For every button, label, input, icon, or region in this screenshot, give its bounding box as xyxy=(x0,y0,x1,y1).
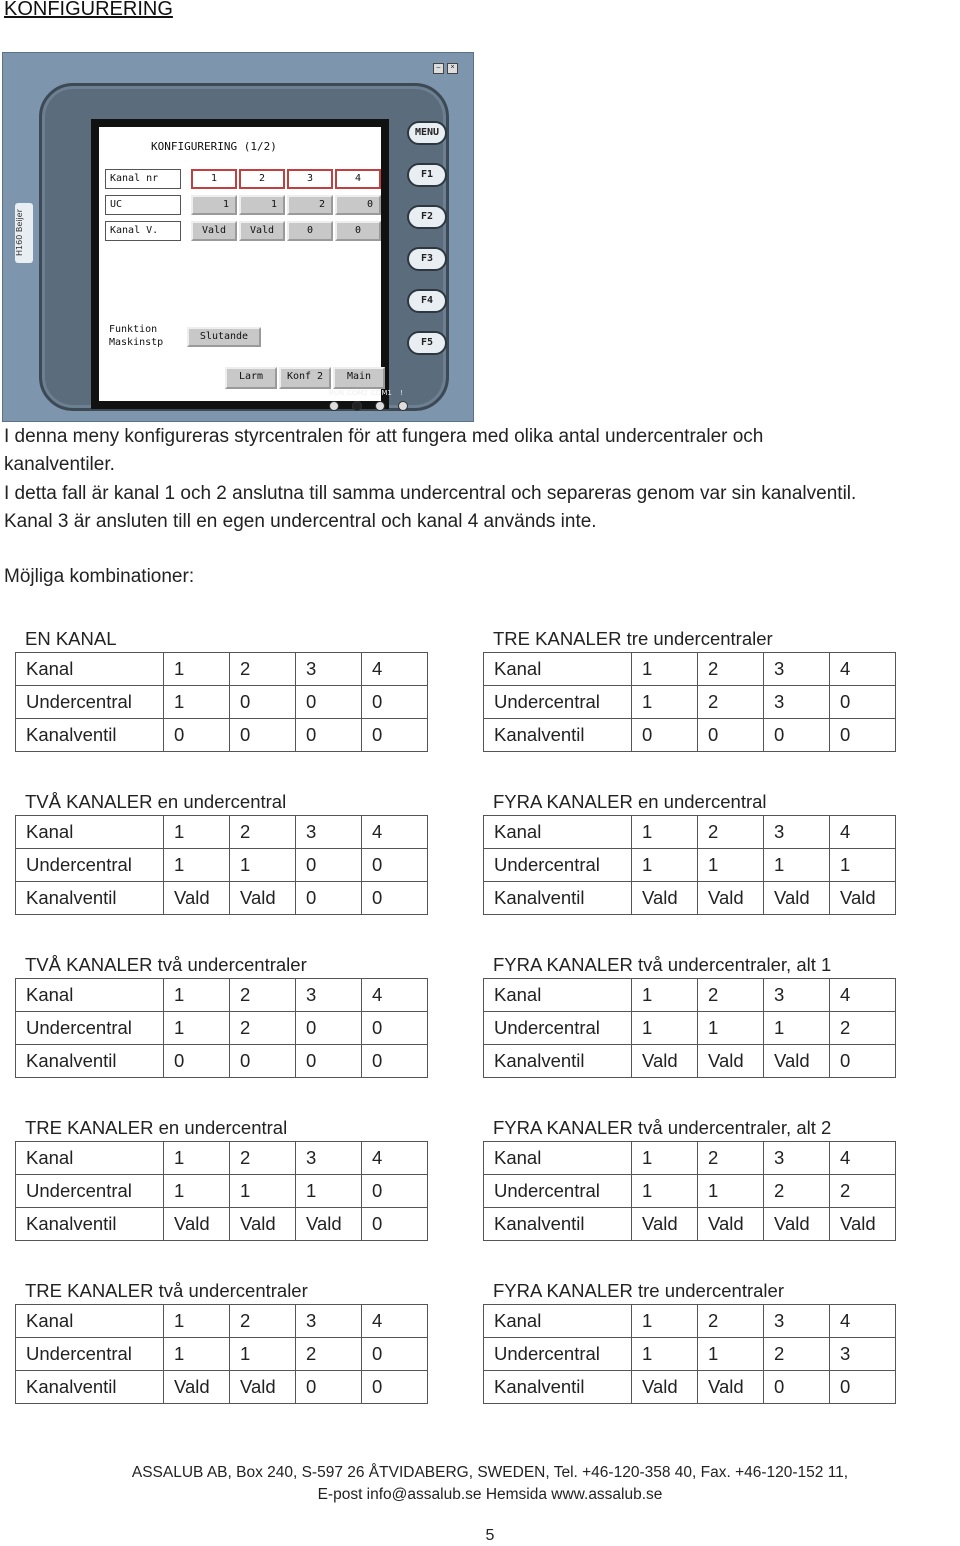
combination-table xyxy=(15,815,428,915)
row-label-cell: Kanal xyxy=(16,1142,164,1175)
value-cell: 0 xyxy=(362,1371,428,1404)
table-row xyxy=(484,1142,896,1175)
value-cell: 0 xyxy=(830,1045,896,1078)
value-cell: 1 xyxy=(632,816,698,849)
f5-button[interactable]: F5 xyxy=(407,331,447,355)
value-cell: 1 xyxy=(764,849,830,882)
row-label-cell: Kanal xyxy=(16,653,164,686)
value-cell: 0 xyxy=(230,686,296,719)
value-cell: 0 xyxy=(632,719,698,752)
combination-title: TVÅ KANALER två undercentraler xyxy=(25,954,307,975)
value-cell: 4 xyxy=(362,653,428,686)
funktion-value-button[interactable]: Slutande xyxy=(187,327,261,347)
table-row xyxy=(484,1208,896,1241)
row-label-cell: Undercentral xyxy=(16,1338,164,1371)
combination-table-block xyxy=(15,789,428,915)
value-cell: 4 xyxy=(362,979,428,1012)
table-row xyxy=(16,979,428,1012)
combination-table-block xyxy=(15,952,428,1078)
combination-title: FYRA KANALER en undercentral xyxy=(493,791,767,812)
value-cell: 3 xyxy=(764,1305,830,1338)
value-cell: Vald xyxy=(230,1371,296,1404)
value-cell: 1 xyxy=(764,1012,830,1045)
value-cell: 1 xyxy=(164,849,230,882)
row-label-cell: Kanalventil xyxy=(16,1371,164,1404)
combination-table-block xyxy=(15,626,428,752)
value-cell: 2 xyxy=(230,816,296,849)
value-cell: 4 xyxy=(830,816,896,849)
row-label-cell: Undercentral xyxy=(484,1175,632,1208)
combination-table-block xyxy=(483,1115,896,1241)
row-label-cell: Undercentral xyxy=(484,686,632,719)
kanalventil-cell[interactable]: 0 xyxy=(335,221,381,241)
f3-button[interactable]: F3 xyxy=(407,247,447,271)
value-cell: 0 xyxy=(230,1045,296,1078)
table-row xyxy=(16,1338,428,1371)
row-label-kanal-nr: Kanal nr xyxy=(105,169,181,189)
uc-cell[interactable]: 1 xyxy=(191,195,237,215)
value-cell: 3 xyxy=(764,979,830,1012)
value-cell: Vald xyxy=(764,1045,830,1078)
row-label-cell: Kanalventil xyxy=(484,1045,632,1078)
row-label-cell: Kanalventil xyxy=(484,1208,632,1241)
value-cell: 1 xyxy=(632,1012,698,1045)
combination-table-block xyxy=(483,789,896,915)
value-cell: 3 xyxy=(296,816,362,849)
hmi-device-image xyxy=(2,52,474,422)
table-row xyxy=(484,882,896,915)
value-cell: 0 xyxy=(362,1338,428,1371)
value-cell: 2 xyxy=(698,1142,764,1175)
table-row xyxy=(16,1208,428,1241)
value-cell: 4 xyxy=(830,979,896,1012)
table-row xyxy=(484,719,896,752)
value-cell: 0 xyxy=(764,719,830,752)
kanalventil-cell[interactable]: Vald xyxy=(239,221,285,241)
value-cell: 1 xyxy=(164,816,230,849)
value-cell: 2 xyxy=(230,979,296,1012)
row-label-cell: Kanal xyxy=(16,979,164,1012)
table-row xyxy=(484,816,896,849)
value-cell: 2 xyxy=(830,1175,896,1208)
hmi-screen xyxy=(91,119,389,409)
value-cell: 1 xyxy=(632,1175,698,1208)
value-cell: 4 xyxy=(830,1305,896,1338)
minimize-icon: – xyxy=(433,63,444,74)
value-cell: 3 xyxy=(296,979,362,1012)
combination-title: FYRA KANALER två undercentraler, alt 1 xyxy=(493,954,832,975)
table-row xyxy=(484,1045,896,1078)
paragraph-line: I denna meny konfigureras styrcentralen för att fungera med olika antal undercentraler och xyxy=(4,426,764,447)
table-row xyxy=(16,1175,428,1208)
footer-contact: E-post info@assalub.se Hemsida www.assalub.se xyxy=(317,1486,663,1503)
value-cell: 1 xyxy=(698,1338,764,1371)
combination-table-block xyxy=(15,1278,428,1404)
combination-table xyxy=(483,815,896,915)
value-cell: 4 xyxy=(830,653,896,686)
value-cell: Vald xyxy=(230,1208,296,1241)
kanal-cell[interactable]: 4 xyxy=(335,169,381,189)
row-label-cell: Kanal xyxy=(16,816,164,849)
table-row xyxy=(484,1175,896,1208)
value-cell: Vald xyxy=(764,882,830,915)
combination-table-block xyxy=(15,1115,428,1241)
kanal-cell[interactable]: 1 xyxy=(191,169,237,189)
value-cell: 1 xyxy=(632,653,698,686)
value-cell: 1 xyxy=(164,653,230,686)
value-cell: 4 xyxy=(830,1142,896,1175)
row-label-cell: Undercentral xyxy=(16,849,164,882)
konf2-button[interactable]: Konf 2 xyxy=(279,367,331,389)
uc-cell[interactable]: 2 xyxy=(287,195,333,215)
value-cell: 0 xyxy=(362,1045,428,1078)
value-cell: 3 xyxy=(830,1338,896,1371)
table-row xyxy=(16,882,428,915)
table-row xyxy=(484,849,896,882)
value-cell: 0 xyxy=(296,719,362,752)
combination-title: FYRA KANALER två undercentraler, alt 2 xyxy=(493,1117,832,1138)
value-cell: 2 xyxy=(698,686,764,719)
value-cell: 1 xyxy=(632,1142,698,1175)
value-cell: 1 xyxy=(698,849,764,882)
f4-button[interactable]: F4 xyxy=(407,289,447,313)
value-cell: 4 xyxy=(362,1142,428,1175)
value-cell: 2 xyxy=(230,1142,296,1175)
value-cell: 0 xyxy=(362,686,428,719)
value-cell: 3 xyxy=(296,1142,362,1175)
value-cell: 2 xyxy=(230,1012,296,1045)
combination-table-block xyxy=(483,1278,896,1404)
row-label-cell: Kanal xyxy=(16,1305,164,1338)
value-cell: 1 xyxy=(230,1338,296,1371)
value-cell: 0 xyxy=(830,719,896,752)
value-cell: 0 xyxy=(362,882,428,915)
row-label-cell: Undercentral xyxy=(484,1012,632,1045)
value-cell: Vald xyxy=(164,882,230,915)
table-row xyxy=(16,686,428,719)
value-cell: 2 xyxy=(230,653,296,686)
row-label-cell: Kanal xyxy=(484,653,632,686)
value-cell: 1 xyxy=(632,849,698,882)
value-cell: 1 xyxy=(632,686,698,719)
row-label-kanal-v: Kanal V. xyxy=(105,221,181,241)
page-number: 5 xyxy=(485,1527,495,1544)
value-cell: Vald xyxy=(698,1045,764,1078)
value-cell: 0 xyxy=(362,1012,428,1045)
value-cell: 3 xyxy=(764,653,830,686)
value-cell: 1 xyxy=(698,1012,764,1045)
value-cell: 0 xyxy=(362,1208,428,1241)
row-label-cell: Kanal xyxy=(484,816,632,849)
led-com2-icon xyxy=(352,401,362,411)
value-cell: 1 xyxy=(164,1175,230,1208)
value-cell: Vald xyxy=(230,882,296,915)
maskinstp-label: Maskinstp xyxy=(109,337,164,348)
value-cell: 4 xyxy=(362,816,428,849)
combination-title: TRE KANALER tre undercentraler xyxy=(493,628,773,649)
kanalventil-cell[interactable]: Vald xyxy=(191,221,237,241)
row-label-cell: Kanalventil xyxy=(16,719,164,752)
table-row xyxy=(16,1142,428,1175)
main-button[interactable]: Main xyxy=(333,367,385,389)
menu-button[interactable]: MENU xyxy=(407,121,447,145)
larm-button[interactable]: Larm xyxy=(225,367,277,389)
kanalventil-cell[interactable]: 0 xyxy=(287,221,333,241)
value-cell: 1 xyxy=(164,979,230,1012)
value-cell: 2 xyxy=(698,816,764,849)
screen-title: KONFIGURERING (1/2) xyxy=(151,140,277,153)
kanal-cell[interactable]: 3 xyxy=(287,169,333,189)
value-cell: Vald xyxy=(164,1208,230,1241)
value-cell: 2 xyxy=(698,1305,764,1338)
row-label-uc: UC xyxy=(105,195,181,215)
footer-address: ASSALUB AB, Box 240, S-597 26 ÅTVIDABERG, SWEDEN, Tel. +46-120-358 40, Fax. +46-120-152 11, xyxy=(131,1464,849,1481)
table-row xyxy=(484,1371,896,1404)
table-row xyxy=(16,1371,428,1404)
combination-table xyxy=(483,652,896,752)
value-cell: 1 xyxy=(830,849,896,882)
value-cell: 1 xyxy=(296,1175,362,1208)
value-cell: 0 xyxy=(296,849,362,882)
value-cell: 1 xyxy=(164,1012,230,1045)
value-cell: 2 xyxy=(764,1338,830,1371)
table-row xyxy=(16,816,428,849)
led-label-com2: COM2 xyxy=(347,389,368,397)
combination-table xyxy=(15,1304,428,1404)
combination-title: EN KANAL xyxy=(25,628,117,649)
led-label-alarm: ! xyxy=(400,389,403,397)
value-cell: 1 xyxy=(632,1305,698,1338)
row-label-cell: Undercentral xyxy=(484,849,632,882)
combination-title: FYRA KANALER tre undercentraler xyxy=(493,1280,784,1301)
value-cell: Vald xyxy=(296,1208,362,1241)
table-row xyxy=(16,653,428,686)
value-cell: 1 xyxy=(164,1338,230,1371)
row-label-cell: Undercentral xyxy=(484,1338,632,1371)
value-cell: Vald xyxy=(830,882,896,915)
value-cell: 0 xyxy=(830,686,896,719)
value-cell: 2 xyxy=(698,653,764,686)
combination-table xyxy=(15,978,428,1078)
value-cell: 0 xyxy=(362,1175,428,1208)
row-label-cell: Undercentral xyxy=(16,1175,164,1208)
row-label-cell: Kanalventil xyxy=(16,1045,164,1078)
table-row xyxy=(484,1338,896,1371)
value-cell: 4 xyxy=(362,1305,428,1338)
value-cell: 3 xyxy=(764,686,830,719)
device-brand-logo: H160 Beijer xyxy=(15,203,33,263)
funktion-label: Funktion xyxy=(109,324,158,335)
table-row xyxy=(16,849,428,882)
close-icon: × xyxy=(447,63,458,74)
row-label-cell: Kanal xyxy=(484,1142,632,1175)
combination-table xyxy=(483,978,896,1078)
paragraph-line: Kanal 3 är ansluten till en egen undercentral och kanal 4 används inte. xyxy=(4,511,597,532)
value-cell: 3 xyxy=(296,1305,362,1338)
value-cell: 0 xyxy=(164,719,230,752)
row-label-cell: Kanalventil xyxy=(484,1371,632,1404)
value-cell: 1 xyxy=(164,1305,230,1338)
uc-cell[interactable]: 1 xyxy=(239,195,285,215)
value-cell: 3 xyxy=(764,816,830,849)
row-label-cell: Undercentral xyxy=(16,686,164,719)
value-cell: 0 xyxy=(362,849,428,882)
paragraph-line: I detta fall är kanal 1 och 2 anslutna till samma undercentral och separeras genom var sin kanalventil. xyxy=(4,483,857,504)
combination-title: TRE KANALER en undercentral xyxy=(25,1117,288,1138)
combination-table-block xyxy=(483,626,896,752)
value-cell: Vald xyxy=(698,1208,764,1241)
row-label-cell: Kanal xyxy=(484,1305,632,1338)
paragraph-line: kanalventiler. xyxy=(4,454,115,475)
value-cell: Vald xyxy=(698,882,764,915)
value-cell: 0 xyxy=(296,1012,362,1045)
table-row xyxy=(16,1045,428,1078)
value-cell: 2 xyxy=(296,1338,362,1371)
value-cell: 1 xyxy=(164,1142,230,1175)
uc-cell[interactable]: 0 xyxy=(335,195,381,215)
value-cell: 1 xyxy=(698,1175,764,1208)
table-row xyxy=(484,1305,896,1338)
value-cell: 1 xyxy=(164,686,230,719)
value-cell: Vald xyxy=(830,1208,896,1241)
led-com1-icon xyxy=(375,401,385,411)
value-cell: Vald xyxy=(764,1208,830,1241)
value-cell: Vald xyxy=(632,1045,698,1078)
led-label-com1: COM1 xyxy=(371,389,392,397)
page-heading: KONFIGURERING xyxy=(4,0,173,20)
combination-table xyxy=(483,1304,896,1404)
value-cell: 0 xyxy=(698,719,764,752)
value-cell: 1 xyxy=(230,1175,296,1208)
value-cell: 0 xyxy=(296,1371,362,1404)
combinations-heading: Möjliga kombinationer: xyxy=(4,566,195,587)
value-cell: 0 xyxy=(230,719,296,752)
value-cell: 1 xyxy=(230,849,296,882)
value-cell: 3 xyxy=(764,1142,830,1175)
combination-table xyxy=(483,1141,896,1241)
table-row xyxy=(484,979,896,1012)
combination-title: TRE KANALER två undercentraler xyxy=(25,1280,308,1301)
value-cell: 1 xyxy=(632,979,698,1012)
value-cell: 0 xyxy=(164,1045,230,1078)
row-label-cell: Kanalventil xyxy=(484,719,632,752)
combination-table-block xyxy=(483,952,896,1078)
row-label-cell: Kanal xyxy=(484,979,632,1012)
f2-button[interactable]: F2 xyxy=(407,205,447,229)
kanal-cell[interactable]: 2 xyxy=(239,169,285,189)
table-row xyxy=(484,1012,896,1045)
value-cell: 2 xyxy=(230,1305,296,1338)
table-row xyxy=(16,719,428,752)
led-run-icon xyxy=(329,401,339,411)
value-cell: 0 xyxy=(296,686,362,719)
row-label-cell: Kanalventil xyxy=(16,1208,164,1241)
value-cell: 0 xyxy=(296,1045,362,1078)
row-label-cell: Kanalventil xyxy=(484,882,632,915)
value-cell: Vald xyxy=(164,1371,230,1404)
row-label-cell: Kanalventil xyxy=(16,882,164,915)
value-cell: Vald xyxy=(698,1371,764,1404)
value-cell: 0 xyxy=(296,882,362,915)
table-row xyxy=(16,1305,428,1338)
f1-button[interactable]: F1 xyxy=(407,163,447,187)
value-cell: 0 xyxy=(830,1371,896,1404)
led-alarm-icon xyxy=(398,401,408,411)
value-cell: 2 xyxy=(830,1012,896,1045)
value-cell: 1 xyxy=(632,1338,698,1371)
value-cell: 2 xyxy=(698,979,764,1012)
led-label-run: RUN xyxy=(329,389,345,397)
value-cell: Vald xyxy=(632,882,698,915)
value-cell: 2 xyxy=(764,1175,830,1208)
table-row xyxy=(484,686,896,719)
table-row xyxy=(484,653,896,686)
row-label-cell: Undercentral xyxy=(16,1012,164,1045)
value-cell: Vald xyxy=(632,1208,698,1241)
value-cell: 0 xyxy=(362,719,428,752)
value-cell: Vald xyxy=(632,1371,698,1404)
value-cell: 3 xyxy=(296,653,362,686)
combination-table xyxy=(15,1141,428,1241)
table-row xyxy=(16,1012,428,1045)
value-cell: 0 xyxy=(764,1371,830,1404)
combination-title: TVÅ KANALER en undercentral xyxy=(25,791,287,812)
combination-table xyxy=(15,652,428,752)
